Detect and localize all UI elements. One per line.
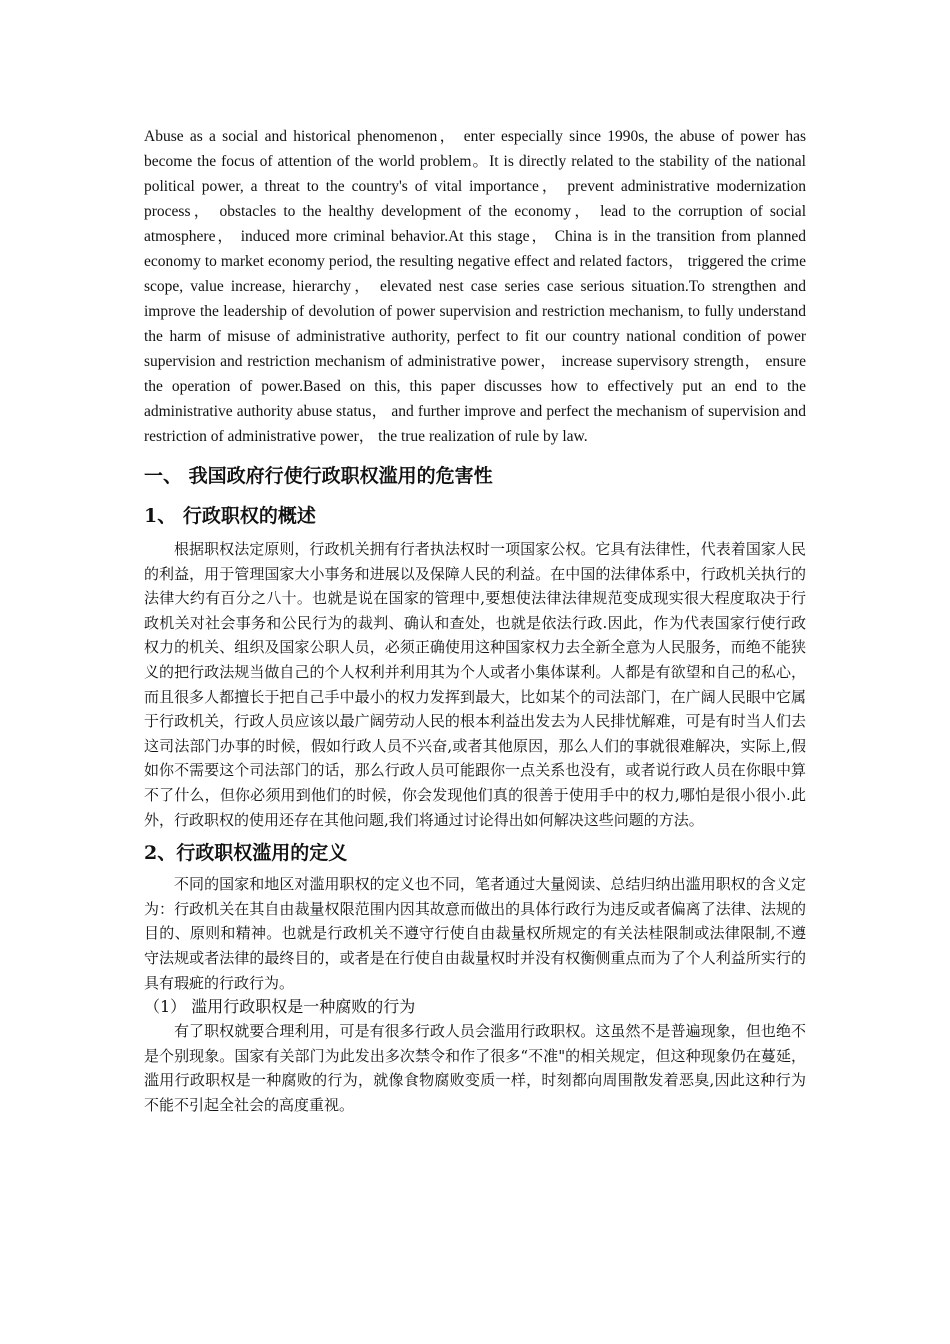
subsection-heading-1-1: 1、 行政职权的概述 xyxy=(144,505,316,527)
document-page xyxy=(144,124,806,1117)
sub-item-heading-1: （1） 滥用行政职权是一种腐败的行为 xyxy=(144,997,416,1017)
paragraph-definition: 不同的国家和地区对滥用职权的定义也不同，笔者通过大量阅读、总结归纳出滥用职权的含义定为：行政机关在其自由裁量权限范围内因其故意而做出的具体行政行为违反或者偏离了法律、法规的目的、原则和精神。也就是行政机关不遵守行使自由裁量权所规定的有关法桂限制或法律限制,不遵守法规或者法律的最终目的，或者是在行使自由裁量权时并没有权衡侧重点而为了个人利益所实行的具有瑕疵的行政行为。 xyxy=(144,875,806,992)
paragraph-corruption: 有了职权就要合理利用，可是有很多行政人员会滥用行政职权。这虽然不是普遍现象，但也绝不是个别现象。国家有关部门为此发出多次禁令和作了很多“不准"的相关规定，但这种现象仍在蔓延，滥用行政职权是一种腐败的行为，就像食物腐败变质一样，时刻都向周围散发着恶臭,因此这种行为不能不引起全社会的高度重视。 xyxy=(144,1022,806,1114)
paragraph-overview: 根据职权法定原则，行政机关拥有行者执法权时一项国家公权。它具有法律性，代表着国家人民的利益，用于管理国家大小事务和进展以及保障人民的利益。在中国的法律体系中，行政机关执行的法律大约有百分之八十。也就是说在国家的管理中,要想使法律法律规范变成现实很大程度取决于行政机关对社会事务和公民行为的裁判、确认和查处，也就是依法行政.因此，作为代表国家行使行政权力的机关、组织及国家公职人员，必须正确使用这种国家权力去全新全意为人民服务，而绝不能狭义的把行政法规当做自己的个人权利并利用其为个人或者小集体谋利。人都是有欲望和自己的私心，而且很多人都擅长于把自己手中最小的权力发挥到最大，比如某个的司法部门，在广阔人民眼中它属于行政机关，行政人员应该以最广阔劳动人民的根本利益出发去为人民排忧解难，可是有时当人们去这司法部门办事的时候，假如行政人员不兴奋,或者其他原因，那么人们的事就很难解决，实际上,假如你不需要这个司法部门的话，那么行政人员可能跟你一点关系也没有，或者说行政人员在你眼中算不了什么，但你必须用到他们的时候，你会发现他们真的很善于使用手中的权力,哪怕是很小很小.此外，行政职权的使用还存在其他问题,我们将通过讨论得出如何解决这些问题的方法。 xyxy=(144,540,806,829)
section-heading-1: 一、 我国政府行使行政职权滥用的危害性 xyxy=(144,465,493,487)
subsection-heading-1-2: 2、行政职权滥用的定义 xyxy=(144,842,348,865)
english-abstract: Abuse as a social and historical phenomenon， enter especially since 1990s, the abuse of power has become the focus of attention of the world problem。It is directly related to the stability of the national political power, a threat to the country's of vital importance， prevent administrative modernization process， obstacles to the healthy development of the economy， lead to the corruption of social atmosphere， induced more criminal behavior.At this stage， China is in the transition from planned economy to market economy period, the resulting negative effect and related factors， triggered the crime scope, value increase, hierarchy， elevated nest case series case serious situation.To strengthen and improve the leadership of devolution of power supervision and restriction mechanism, to fully understand the harm of misuse of administrative authority, perfect to fit our country national condition of power supervision and restriction mechanism of administrative power， increase supervisory strength， ensure the operation of power.Based on this, this paper discusses how to effectively put an end to the administrative authority abuse status， and further improve and perfect the mechanism of supervision and restriction of administrative power， the true realization of rule by law. xyxy=(144,128,806,445)
